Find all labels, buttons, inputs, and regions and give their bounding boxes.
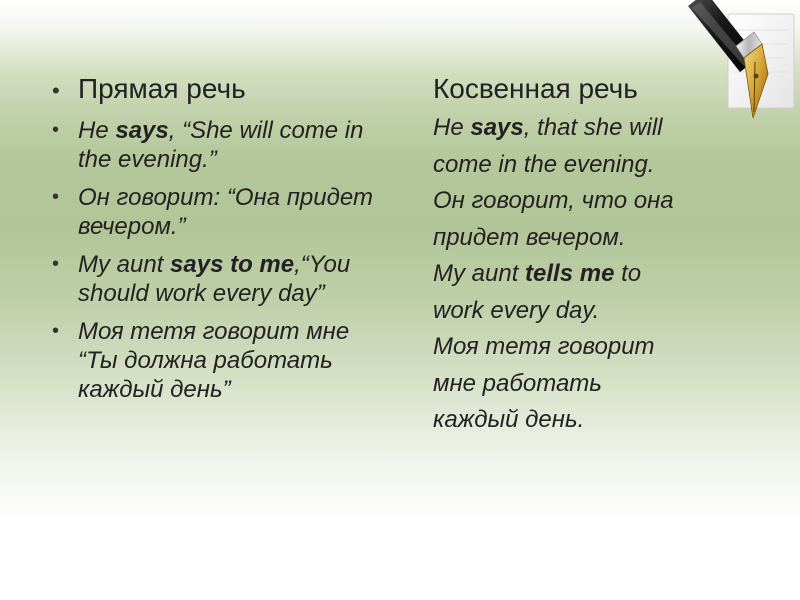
bullet-icon: • <box>52 320 60 342</box>
item-text <box>78 250 392 308</box>
direct-speech-item <box>52 317 392 404</box>
indirect-speech-line <box>433 110 773 147</box>
bullet-icon: • <box>52 253 60 275</box>
indirect-speech-line <box>433 402 773 439</box>
item-text <box>78 317 392 404</box>
bold-text-run: says to me <box>170 251 295 278</box>
indirect-speech-line <box>433 220 773 257</box>
text-run: каждый день. <box>433 406 585 433</box>
text-run: Моя тетя говорит мне “Ты должна работать каждый день” <box>78 318 350 403</box>
text-run: Он говорит: “Она придет вечером.” <box>78 184 373 240</box>
direct-speech-item <box>52 183 392 241</box>
indirect-speech-line <box>433 147 773 184</box>
text-run: Моя тетя говорит <box>433 333 655 360</box>
text-run: , “She will come in the evening.” <box>78 117 364 173</box>
direct-speech-item <box>52 116 392 174</box>
bullet-icon: • <box>52 119 60 141</box>
bold-text-run: says <box>470 114 524 141</box>
text-run: come in the evening. <box>433 150 655 178</box>
text-run: Он говорит, что она <box>433 187 674 214</box>
text-run: ,“You should work every day” <box>78 251 351 307</box>
text-run: He <box>433 114 471 141</box>
item-text <box>78 183 392 241</box>
bold-text-run: tells me <box>525 260 615 287</box>
indirect-speech-line <box>433 366 773 403</box>
item-text <box>78 116 392 174</box>
indirect-speech-line <box>433 183 773 220</box>
text-run: My aunt <box>78 251 171 278</box>
text-run: He <box>78 117 116 144</box>
indirect-speech-line <box>433 256 773 293</box>
direct-speech-heading <box>52 72 392 108</box>
text-run: мне работать <box>433 369 602 397</box>
direct-speech-title: Прямая речь <box>78 73 246 104</box>
indirect-speech-title: Косвенная речь <box>433 73 638 104</box>
direct-speech-item <box>52 250 392 308</box>
indirect-speech-line <box>433 329 773 366</box>
indirect-speech-column <box>433 72 773 439</box>
text-run: придет вечером. <box>433 223 626 251</box>
bullet-icon: • <box>52 78 60 103</box>
text-run: , that she will <box>523 114 663 141</box>
indirect-speech-line <box>433 293 773 330</box>
bullet-icon: • <box>52 186 60 208</box>
bold-text-run: says <box>115 117 169 144</box>
direct-speech-column <box>52 72 392 413</box>
text-run: to <box>614 260 642 287</box>
text-run: My aunt <box>433 260 526 287</box>
text-run: work every day. <box>433 296 600 324</box>
